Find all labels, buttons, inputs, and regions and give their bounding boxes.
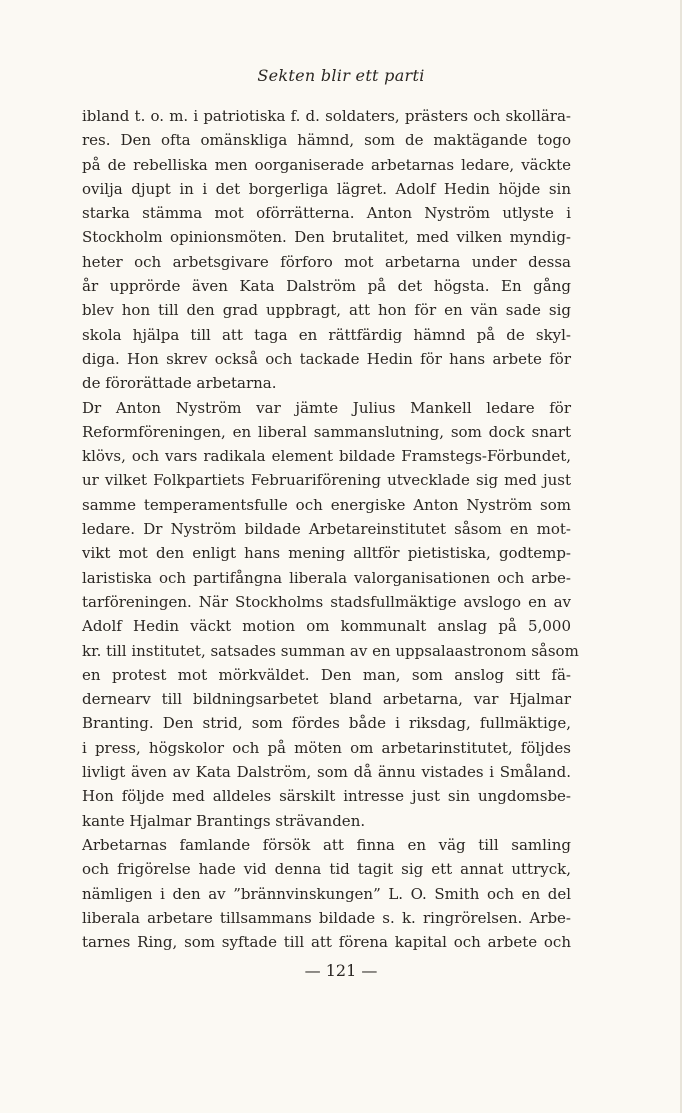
text-line: heter och arbetsgivare förforo mot arbetarna under dessa: [82, 252, 571, 271]
text-line: vikt mot den enligt hans mening alltför pietistiska, godtemp-: [82, 544, 571, 563]
body-text: [82, 104, 579, 954]
text-line: Reformföreningen, en liberal sammanslutning, som dock snart: [82, 422, 571, 441]
text-line: Adolf Hedin väckt motion om kommunalt anslag på 5,000: [82, 617, 571, 636]
text-line: liberala arbetare tillsammans bildade s. k. ringrörelsen. Arbe-: [82, 908, 571, 927]
text-line: på de rebelliska men oorganiserade arbetarnas ledare, väckte: [82, 155, 571, 174]
text-line: samme temperamentsfulle och energiske Anton Nyström som: [82, 495, 571, 514]
text-line: de förorättade arbetarna.: [82, 374, 277, 393]
text-line: tarföreningen. När Stockholms stadsfullmäktige avslogo en av: [82, 592, 571, 611]
text-line: laristiska och partifångna liberala valorganisationen och arbe-: [82, 568, 571, 587]
text-line: starka stämma mot oförrätterna. Anton Nyström utlyste i: [82, 204, 571, 223]
page-number: — 121 —: [304, 961, 378, 980]
text-line: dernearv till bildningsarbetet bland arbetarna, var Hjalmar: [82, 690, 571, 709]
text-line: blev hon till den grad uppbragt, att hon för en vän sade sig: [82, 301, 571, 320]
text-line: tarnes Ring, som syftade till att förena kapital och arbete och: [82, 933, 571, 952]
text-line: kr. till institutet, satsades summan av en uppsalaastronom såsom: [82, 641, 579, 660]
text-line: res. Den ofta omänskliga hämnd, som de maktägande togo: [82, 131, 571, 150]
text-line: och frigörelse hade vid denna tid tagit sig ett annat uttryck,: [82, 860, 571, 879]
text-line: Branting. Den strid, som fördes både i riksdag, fullmäktige,: [82, 714, 571, 733]
text-line: en protest mot mörkväldet. Den man, som anslog sitt fä-: [82, 665, 571, 684]
text-line: ovilja djupt in i det borgerliga lägret. Adolf Hedin höjde sin: [82, 179, 571, 198]
text-line: diga. Hon skrev också och tackade Hedin för hans arbete för: [82, 349, 571, 368]
running-head: Sekten blir ett parti: [257, 66, 425, 85]
text-line: klövs, och vars radikala element bildade Framstegs-Förbundet,: [82, 447, 571, 466]
text-line: Arbetarnas famlande försök att finna en väg till samling: [82, 835, 571, 854]
text-line: Dr Anton Nyström var jämte Julius Mankell ledare för: [82, 398, 571, 417]
text-line: Stockholm opinionsmöten. Den brutalitet, med vilken myndig-: [82, 228, 571, 247]
text-line: nämligen i den av ”brännvinskungen” L. O. Smith och en del: [82, 884, 571, 903]
text-line: livligt även av Kata Dalström, som då ännu vistades i Småland.: [82, 763, 571, 782]
text-line: skola hjälpa till att taga en rättfärdig hämnd på de skyl-: [82, 325, 571, 344]
text-line: ibland t. o. m. i patriotiska f. d. soldaters, prästers och skollära-: [82, 107, 571, 125]
text-line: Hon följde med alldeles särskilt intresse just sin ungdomsbe-: [82, 787, 571, 806]
text-line: i press, högskolor och på möten om arbetarinstitutet, följdes: [82, 738, 571, 757]
text-line: ledare. Dr Nyström bildade Arbetareinstitutet såsom en mot-: [82, 520, 571, 539]
text-line: kante Hjalmar Brantings strävanden.: [82, 811, 366, 830]
text-line: år upprörde även Kata Dalström på det högsta. En gång: [82, 277, 571, 296]
text-line: ur vilket Folkpartiets Februariförening utvecklade sig med just: [82, 471, 571, 490]
